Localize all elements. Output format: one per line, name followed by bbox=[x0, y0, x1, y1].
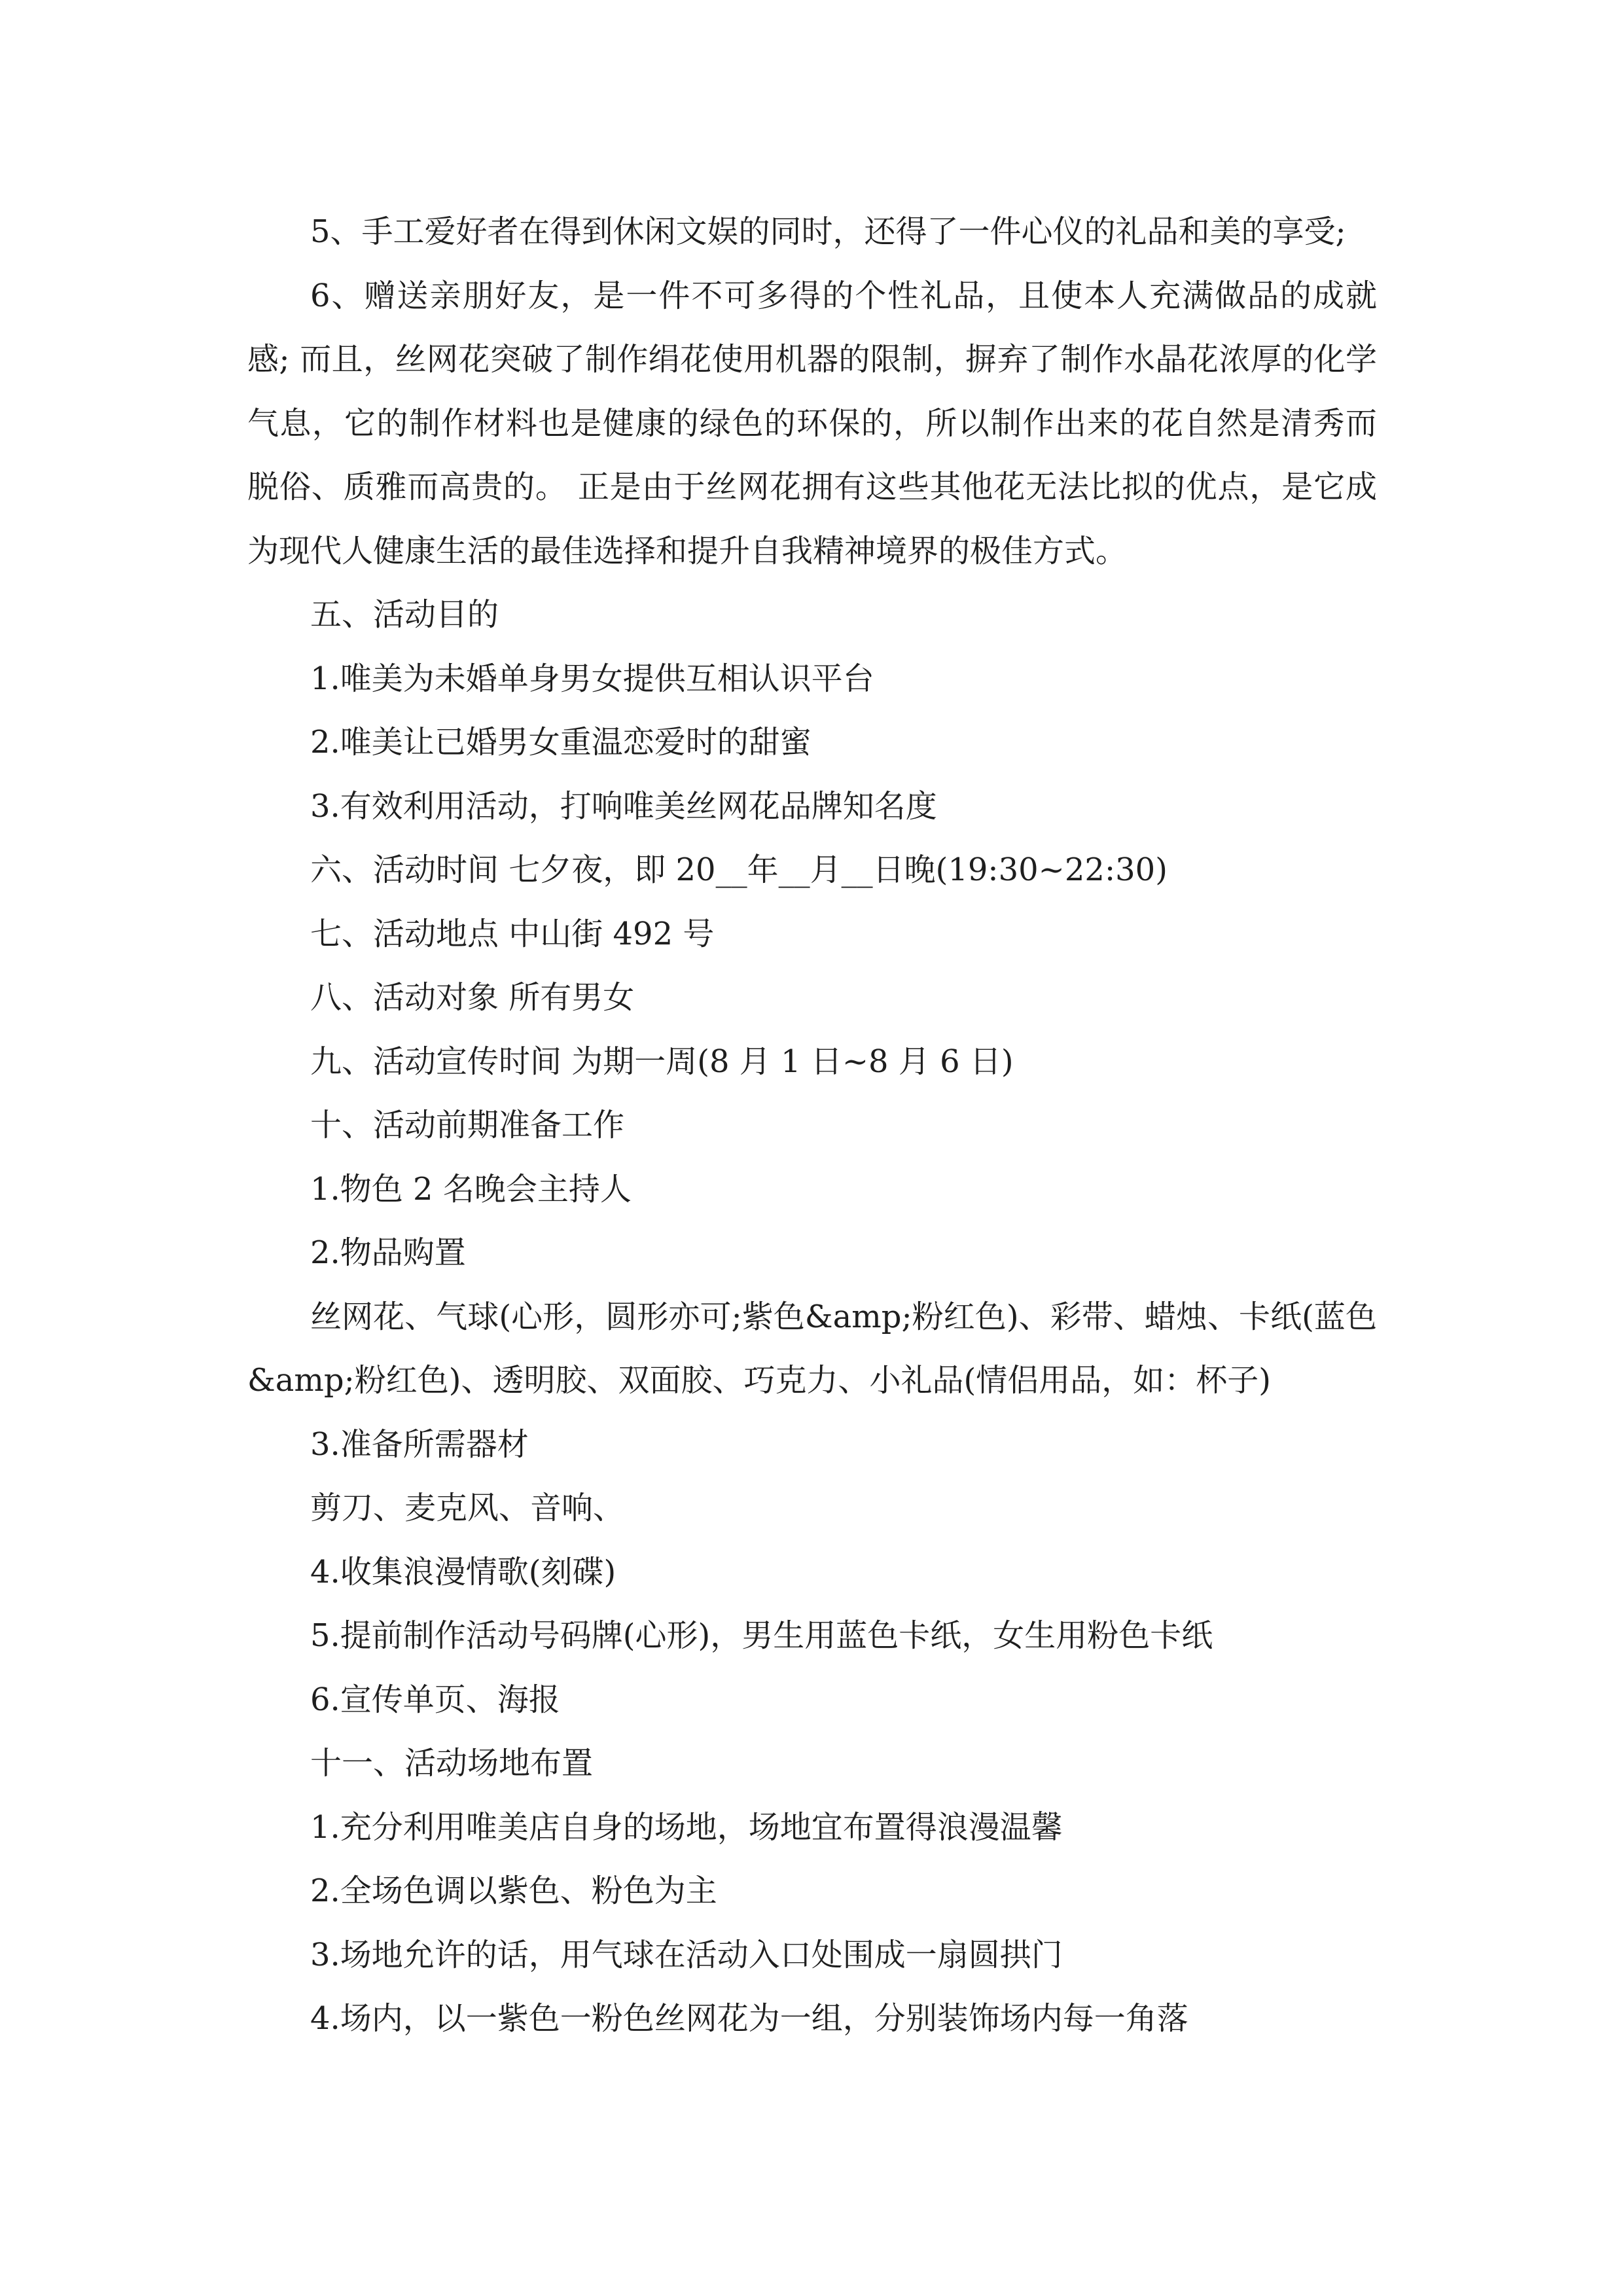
list-item: 1.充分利用唯美店自身的场地，场地宜布置得浪漫温馨 bbox=[310, 1808, 1063, 1846]
list-item: 2.唯美让已婚男女重温恋爱时的甜蜜 bbox=[310, 724, 812, 761]
section-heading-preparation: 十、活动前期准备工作 bbox=[310, 1107, 625, 1143]
paragraph-item-5: 5、手工爱好者在得到休闲文娱的同时，还得了一件心仪的礼品和美的享受; bbox=[310, 213, 1346, 250]
section-heading-activity-audience: 八、活动对象 所有男女 bbox=[310, 979, 635, 1016]
list-item: 1.唯美为未婚单身男女提供互相认识平台 bbox=[310, 660, 874, 697]
list-item: 1.物色 2 名晚会主持人 bbox=[310, 1170, 632, 1208]
equipment-list-paragraph: 剪刀、麦克风、音响、 bbox=[310, 1490, 625, 1526]
section-heading-activity-purpose: 五、活动目的 bbox=[310, 596, 499, 633]
document-body bbox=[247, 200, 1377, 2051]
paragraph-item-6: 6、赠送亲朋好友，是一件不可多得的个性礼品，且使本人充满做品的成就感; 而且，丝网花突破了制作绢花使用机器的限制，摒弃了制作水晶花浓厚的化学气息，它的制作材料也是健康的绿色的环保的，所以制作出来的花自然是清秀而脱俗、质雅而高贵的。 正是由于丝网花拥有这些其他花无法比拟的优点，是它成为现代人健康生活的最佳选择和提升自我精神境界的极佳方式。 bbox=[247, 277, 1377, 569]
list-item: 5.提前制作活动号码牌(心形)，男生用蓝色卡纸，女生用粉色卡纸 bbox=[310, 1617, 1213, 1654]
section-heading-promotion-period: 九、活动宣传时间 为期一周(8 月 1 日~8 月 6 日) bbox=[310, 1043, 1014, 1080]
list-item: 3.准备所需器材 bbox=[310, 1426, 529, 1463]
list-item: 4.收集浪漫情歌(刻碟) bbox=[310, 1553, 616, 1590]
list-item: 3.有效利用活动，打响唯美丝网花品牌知名度 bbox=[310, 787, 937, 825]
section-heading-activity-time: 六、活动时间 七夕夜，即 20__年__月__日晚(19:30~22:30) bbox=[310, 852, 1168, 888]
section-heading-activity-location: 七、活动地点 中山街 492 号 bbox=[310, 915, 715, 952]
list-item: 3.场地允许的话，用气球在活动入口处围成一扇圆拱门 bbox=[310, 1936, 1063, 1973]
list-item: 4.场内，以一紫色一粉色丝网花为一组，分别装饰场内每一角落 bbox=[310, 2000, 1188, 2037]
list-item: 2.物品购置 bbox=[310, 1234, 466, 1271]
list-item: 2.全场色调以紫色、粉色为主 bbox=[310, 1873, 717, 1909]
section-heading-venue-layout: 十一、活动场地布置 bbox=[310, 1745, 594, 1782]
list-item: 6.宣传单页、海报 bbox=[310, 1681, 560, 1718]
purchase-list-paragraph: 丝网花、气球(心形，圆形亦可;紫色&amp;粉红色)、彩带、蜡烛、卡纸(蓝色&amp;粉红色)、透明胶、双面胶、巧克力、小礼品(情侣用品，如：杯子) bbox=[247, 1298, 1377, 1399]
